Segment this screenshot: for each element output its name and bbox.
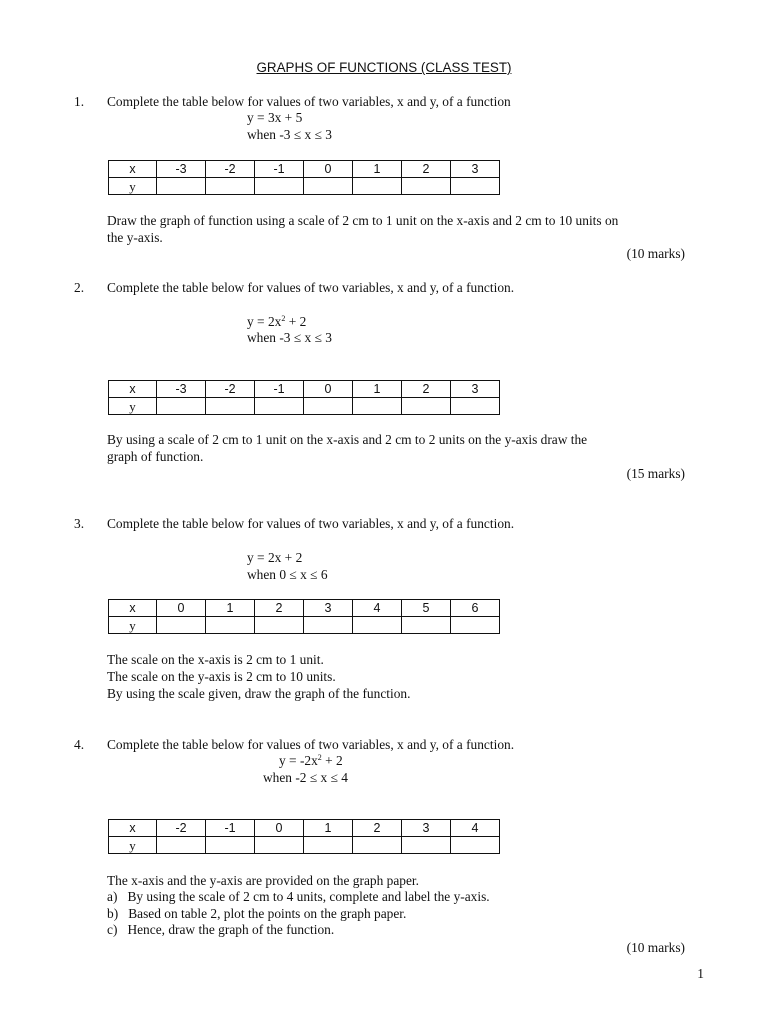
q4-x-row [109,820,500,837]
q1-table [108,160,500,195]
q4-domain: when -2 ≤ x ≤ 4 [263,770,348,785]
q2-y-cell[interactable] [451,398,500,415]
q4-equation-rest: + 2 [321,753,343,768]
q1-instruction-line1: Draw the graph of function using a scale of 2 cm to 1 unit on the x-axis and 2 cm to 10 units on [107,213,619,228]
q3-y-cell[interactable] [353,617,402,634]
q3-y-row [109,617,500,634]
q2-marks: (15 marks) [626,466,685,481]
q1-x-cell: 1 [353,161,402,178]
q2-intro: Complete the table below for values of two variables, x and y, of a function. [107,280,515,295]
q1-y-cell[interactable] [206,178,255,195]
q4-y-cell[interactable] [255,837,304,854]
q3-instruction: By using the scale given, draw the graph of the function. [107,686,411,701]
q2-y-cell[interactable] [255,398,304,415]
q3-y-cell[interactable] [157,617,206,634]
q1-y-label: y [109,178,157,195]
q1-domain: when -3 ≤ x ≤ 3 [247,127,332,142]
page-title: GRAPHS OF FUNCTIONS (CLASS TEST) [256,60,512,75]
q1-x-cell: -1 [255,161,304,178]
page-number: 1 [697,966,704,981]
q2-x-cell: 0 [304,381,353,398]
q1-x-row [109,161,500,178]
q4-x-cell: -2 [157,820,206,837]
q1-y-row [109,178,500,195]
q2-equation [247,314,306,330]
q2-equation-rest: + 2 [285,314,307,329]
q3-y-cell[interactable] [304,617,353,634]
q1-x-label: x [109,161,157,178]
q1-y-cell[interactable] [353,178,402,195]
q3-y-cell[interactable] [206,617,255,634]
q1-y-cell[interactable] [402,178,451,195]
q4-marks: (10 marks) [626,940,685,955]
q4-y-cell[interactable] [157,837,206,854]
q1-number: 1. [74,94,85,109]
q1-x-cell: 2 [402,161,451,178]
q4-y-row [109,837,500,854]
q2-y-row [109,398,500,415]
q4-y-cell[interactable] [206,837,255,854]
q3-x-cell: 2 [255,600,304,617]
q1-x-cell: -3 [157,161,206,178]
q2-x-cell: 1 [353,381,402,398]
q4-equation-exponent: 2 [317,753,322,762]
q3-x-row [109,600,500,617]
q3-equation: y = 2x + 2 [247,550,303,565]
q1-marks: (10 marks) [626,246,685,261]
q4-part-b: b) Based on table 2, plot the points on the graph paper. [107,906,407,921]
q4-part-a: a) By using the scale of 2 cm to 4 units, complete and label the y-axis. [107,889,490,904]
q2-instruction-line1: By using a scale of 2 cm to 1 unit on the x-axis and 2 cm to 2 units on the y-axis draw the [107,432,588,447]
q3-x-cell: 3 [304,600,353,617]
q2-table [108,380,500,415]
q4-y-label: y [109,837,157,854]
q4-x-cell: 1 [304,820,353,837]
q3-y-cell[interactable] [255,617,304,634]
q2-x-cell: 3 [451,381,500,398]
q3-x-cell: 6 [451,600,500,617]
q1-x-cell: 3 [451,161,500,178]
q3-y-label: y [109,617,157,634]
q4-x-cell: 4 [451,820,500,837]
q4-x-cell: -1 [206,820,255,837]
q1-x-cell: -2 [206,161,255,178]
q4-x-label: x [109,820,157,837]
q1-intro: Complete the table below for values of two variables, x and y, of a function [107,94,511,109]
q2-domain: when -3 ≤ x ≤ 3 [247,330,332,345]
q1-equation: y = 3x + 5 [247,110,303,125]
q4-x-cell: 3 [402,820,451,837]
q3-x-cell: 4 [353,600,402,617]
q4-intro: Complete the table below for values of two variables, x and y, of a function. [107,737,515,752]
q2-x-row [109,381,500,398]
q3-domain: when 0 ≤ x ≤ 6 [247,567,328,582]
q3-y-cell[interactable] [402,617,451,634]
q1-y-cell[interactable] [304,178,353,195]
q4-x-cell: 0 [255,820,304,837]
q3-x-cell: 5 [402,600,451,617]
q2-instruction-line2: graph of function. [107,449,204,464]
q2-x-cell: 2 [402,381,451,398]
q4-y-cell[interactable] [451,837,500,854]
q2-y-cell[interactable] [402,398,451,415]
q1-x-cell: 0 [304,161,353,178]
q1-y-cell[interactable] [451,178,500,195]
q1-y-cell[interactable] [255,178,304,195]
q2-equation-exponent: 2 [281,314,286,323]
q3-scale-x: The scale on the x-axis is 2 cm to 1 unit. [107,652,324,667]
q4-y-cell[interactable] [402,837,451,854]
q3-table [108,599,500,634]
q3-x-label: x [109,600,157,617]
q2-equation-base: y = 2x [247,314,282,329]
q4-x-cell: 2 [353,820,402,837]
q4-number: 4. [74,737,85,752]
q2-x-cell: -1 [255,381,304,398]
q4-equation-base: y = -2x [279,753,318,768]
q4-y-cell[interactable] [304,837,353,854]
q3-x-cell: 0 [157,600,206,617]
q3-number: 3. [74,516,85,531]
q2-y-cell[interactable] [206,398,255,415]
q4-instruction: The x-axis and the y-axis are provided on the graph paper. [107,873,419,888]
q4-table [108,819,500,854]
q2-x-cell: -3 [157,381,206,398]
q4-part-c: c) Hence, draw the graph of the function. [107,922,335,937]
q3-y-cell[interactable] [451,617,500,634]
q2-y-cell[interactable] [353,398,402,415]
q2-y-cell[interactable] [157,398,206,415]
q4-y-cell[interactable] [353,837,402,854]
q4-equation [279,753,343,769]
q1-y-cell[interactable] [157,178,206,195]
q2-y-label: y [109,398,157,415]
q2-number: 2. [74,280,85,295]
q3-x-cell: 1 [206,600,255,617]
q2-x-label: x [109,381,157,398]
q3-intro: Complete the table below for values of two variables, x and y, of a function. [107,516,515,531]
q2-x-cell: -2 [206,381,255,398]
q2-y-cell[interactable] [304,398,353,415]
q1-instruction-line2: the y-axis. [107,230,163,245]
q3-scale-y: The scale on the y-axis is 2 cm to 10 units. [107,669,336,684]
